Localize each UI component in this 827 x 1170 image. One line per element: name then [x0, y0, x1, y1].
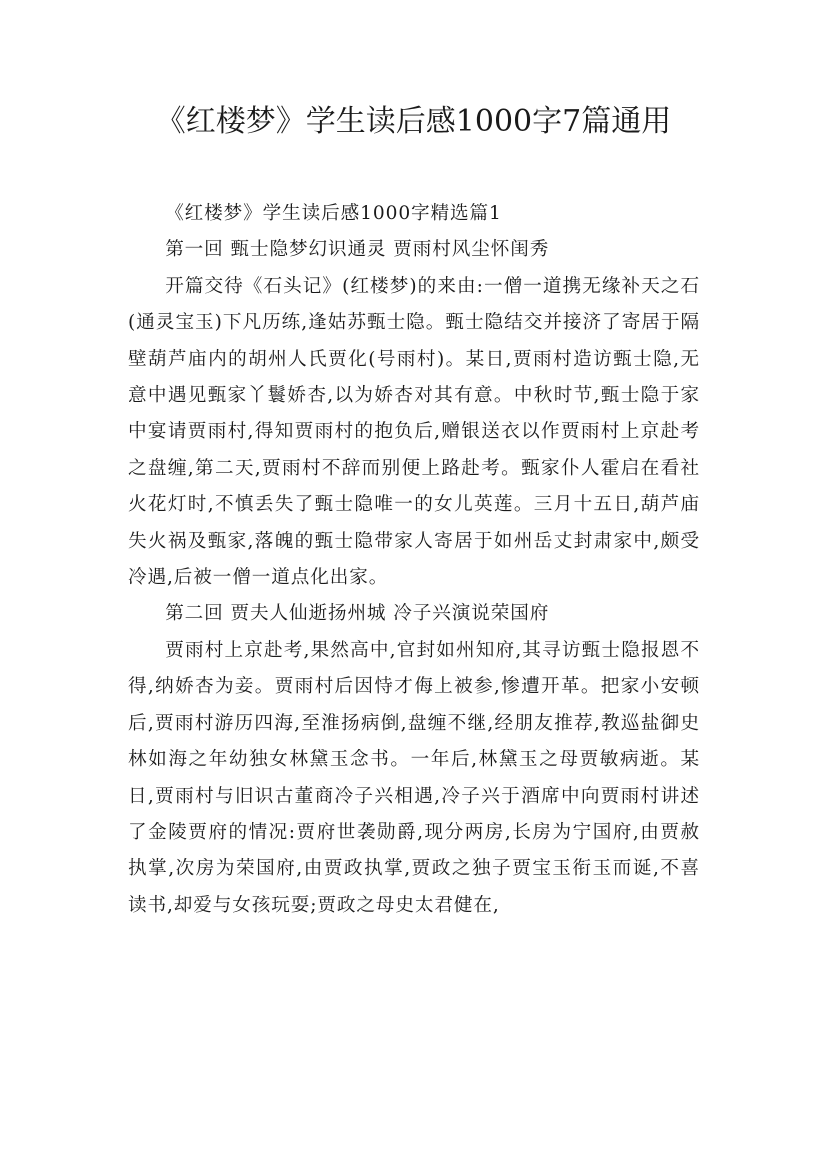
body-paragraph: 开篇交待《石头记》(红楼梦)的来由:一僧一道携无缘补天之石(通灵宝玉)下凡历练,逢姑苏甄士隐。甄士隐结交并接济了寄居于隔壁葫芦庙内的胡州人氏贾化(号雨村)。某日,贾雨村造访甄士隐,无意中遇见甄家丫鬟娇杏,以为娇杏对其有意。中秋时节,甄士隐于家中宴请贾雨村,得知贾雨村的抱负后,赠银送衣以作贾雨村上京赴考之盘缠,第二天,贾雨村不辞而别便上路赴考。甄家仆人霍启在看社火花灯时,不慎丢失了甄士隐唯一的女儿英莲。三月十五日,葫芦庙失火祸及甄家,落魄的甄士隐带家人寄居于如州岳丈封肃家中,颇受冷遇,后被一僧一道点化出家。 [128, 275, 700, 589]
body-paragraph: 贾雨村上京赴考,果然高中,官封如州知府,其寻访甄士隐报恩不得,纳娇杏为妾。贾雨村后因恃才侮上被参,惨遭开革。把家小安顿后,贾雨村游历四海,至淮扬病倒,盘缠不继,经朋友推荐,教巡盐御史林如海之年幼独女林黛玉念书。一年后,林黛玉之母贾敏病逝。某日,贾雨村与旧识古董商冷子兴相遇,冷子兴于酒席中向贾雨村讲述了金陵贾府的情况:贾府世袭勋爵,现分两房,长房为宁国府,由贾赦执掌,次房为荣国府,由贾政执掌,贾政之独子贾宝玉衔玉而诞,不喜读书,却爱与女孩玩耍;贾政之母史太君健在, [128, 639, 700, 916]
document-title: 《红楼梦》学生读后感1000字7篇通用 [155, 104, 672, 139]
chapter-heading: 第二回 贾夫人仙逝扬州城 冷子兴演说荣国府 [165, 603, 550, 625]
document-body [128, 196, 700, 924]
section-heading: 《红楼梦》学生读后感1000字精选篇1 [165, 203, 502, 224]
chapter-heading: 第一回 甄士隐梦幻识通灵 贾雨村风尘怀闺秀 [165, 239, 550, 261]
